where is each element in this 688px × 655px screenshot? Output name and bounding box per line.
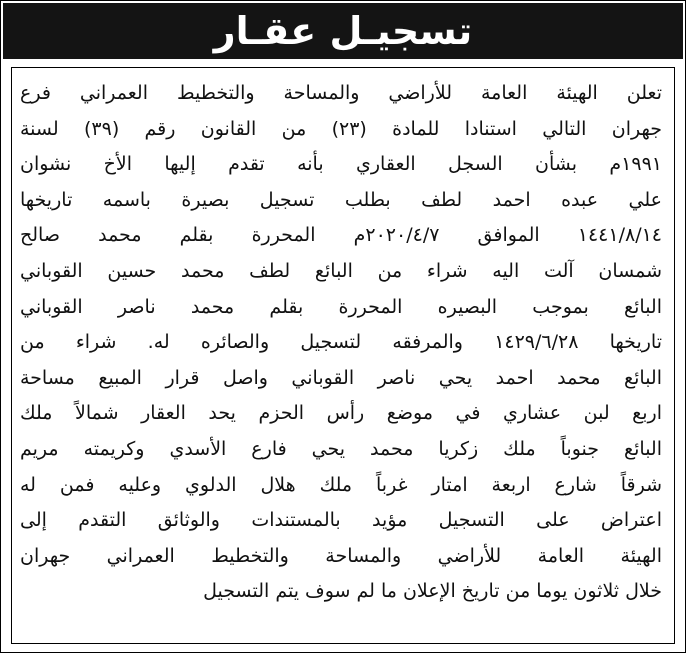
notice-line: الهيئة العامة للأراضي والمساحة والتخطيط العمراني جهران — [20, 544, 662, 567]
title-bar — [3, 3, 683, 59]
notice-line: ١٤٤١/٨/١٤ الموافق ٢٠٢٠/٤/٧م المحررة بقلم محمد صالح — [20, 224, 662, 247]
notice-line: تاريخها ١٤٢٩/٦/٢٨ والمرفقه لتسجيل والصائره له. شراء من — [20, 331, 662, 354]
notice-line: البائع محمد احمد يحي ناصر القوباني واصل قرار المبيع مساحة — [20, 366, 662, 389]
notice-line: تعلن الهيئة العامة للأراضي والمساحة والتخطيط العمراني فرع — [20, 82, 662, 104]
notice-line: جهران التالي استنادا للمادة (٢٣) من القانون رقم (٣٩) لسنة — [20, 117, 662, 140]
notice-line: البائع بموجب البصيره المحررة بقلم محمد ناصر القوباني — [20, 295, 662, 318]
notice-line: علي عبده احمد لطف بطلب تسجيل بصيرة باسمه تاريخها — [20, 188, 662, 211]
notice-line: اربع لبن عشاري في موضع رأس الحزم يحد العقار شمالاً ملك — [20, 402, 662, 425]
notice-title: تسجيـل عقـار — [213, 9, 473, 53]
notice-line: خلال ثلاثون يوما من تاريخ الإعلان ما لم سوف يتم التسجيل — [203, 580, 662, 603]
notice-body — [11, 67, 675, 644]
notice-line: شمسان آلت اليه شراء من البائع لطف محمد حسين القوباني — [20, 259, 662, 282]
notice-line: اعتراض على التسجيل مؤيد بالمستندات والوثائق التقدم إلى — [20, 509, 662, 532]
notice-line: البائع جنوباً ملك زكريا محمد يحي فارع الأسدي وكريمته مريم — [20, 437, 662, 460]
notice-line: شرقاً شارع اربعة امتار غرباً ملك هلال الدلوي وعليه فمن له — [20, 473, 662, 496]
notice-line: ١٩٩١م بشأن السجل العقاري بأنه تقدم إليها الأخ نشوان — [20, 153, 662, 176]
